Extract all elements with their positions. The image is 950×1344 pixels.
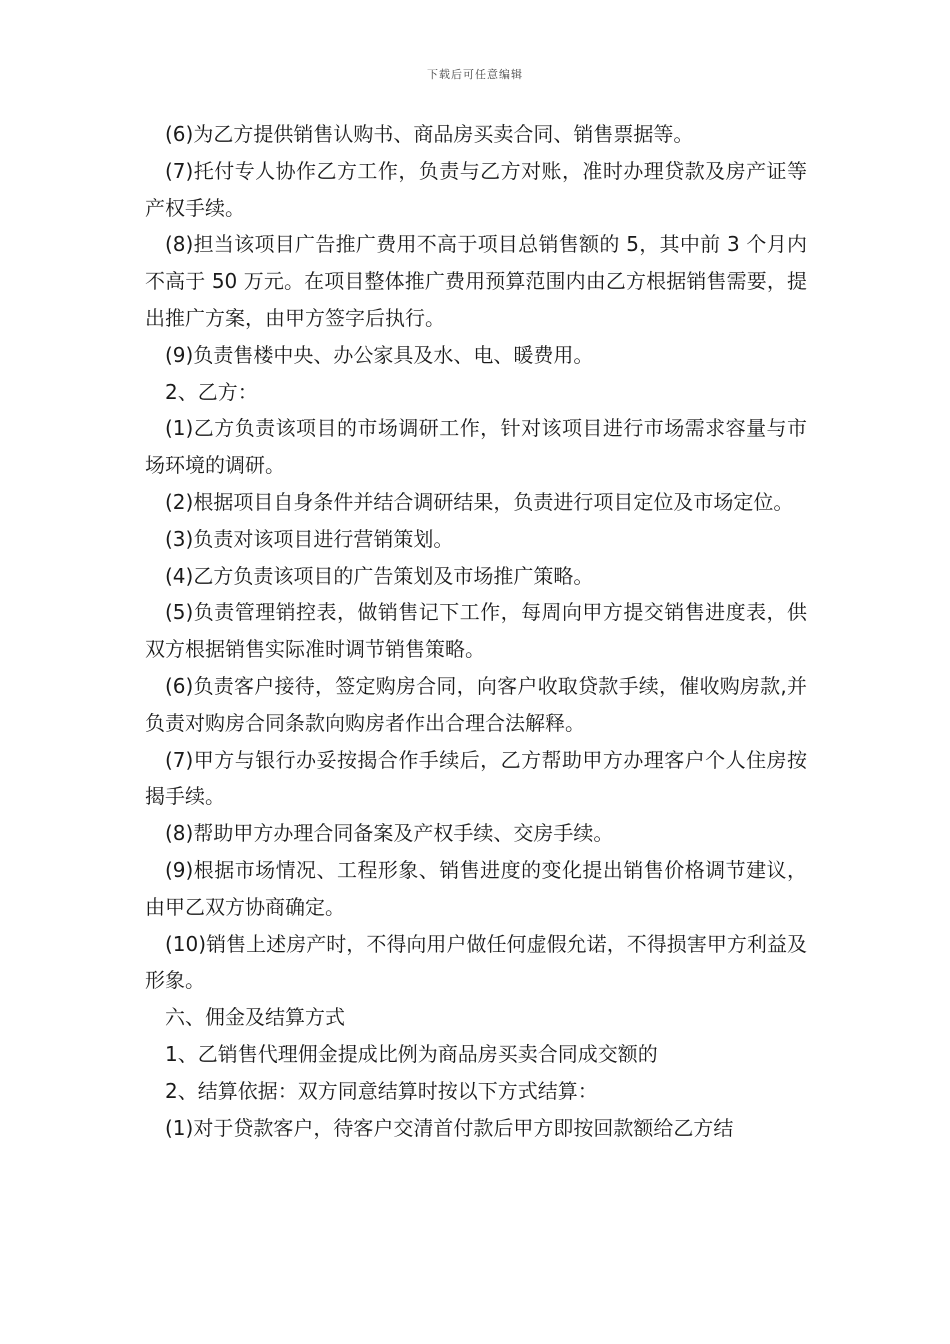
page-header-note: 下载后可任意编辑 — [427, 68, 523, 81]
paragraph-b5: (5)负责管理销控表，做销售记下工作，每周向甲方提交销售进度表，供双方根据销售实际准时调节销售策略。 — [145, 600, 807, 662]
section-heading-party-b: 2、乙方： — [165, 379, 258, 404]
paragraph-b7: (7)甲方与银行办妥按揭合作手续后，乙方帮助甲方办理客户个人住房按揭手续。 — [145, 747, 807, 809]
paragraph-b10: (10)销售上述房产时，不得向用户做任何虚假允诺，不得损害甲方利益及形象。 — [145, 931, 807, 993]
paragraph-commission-1: 1、乙销售代理佣金提成比例为商品房买卖合同成交额的 — [165, 1041, 658, 1066]
paragraph-settlement-1: (1)对于贷款客户，待客户交清首付款后甲方即按回款额给乙方结 — [165, 1115, 734, 1140]
paragraph-b6: (6)负责客户接待，签定购房合同，向客户收取贷款手续，催收购房款,并负责对购房合同条款向购房者作出合理合法解释。 — [145, 673, 807, 735]
paragraph-a7: (7)托付专人协作乙方工作，负责与乙方对账，准时办理贷款及房产证等产权手续。 — [145, 158, 807, 220]
paragraph-b3: (3)负责对该项目进行营销策划。 — [165, 526, 454, 551]
paragraph-b8: (8)帮助甲方办理合同备案及产权手续、交房手续。 — [165, 821, 614, 846]
document-body — [145, 116, 807, 1146]
paragraph-b9: (9)根据市场情况、工程形象、销售进度的变化提出销售价格调节建议，由甲乙双方协商确定。 — [145, 857, 807, 919]
paragraph-commission-2: 2、结算依据：双方同意结算时按以下方式结算： — [165, 1078, 598, 1103]
paragraph-a8: (8)担当该项目广告推广费用不高于项目总销售额的 5，其中前 3 个月内不高于 50 万元。在项目整体推广费用预算范围内由乙方根据销售需要，提出推广方案，由甲方签字后执行。 — [145, 232, 807, 330]
section-heading-commission: 六、佣金及结算方式 — [165, 1005, 345, 1030]
paragraph-b4: (4)乙方负责该项目的广告策划及市场推广策略。 — [165, 563, 594, 588]
paragraph-a6: (6)为乙方提供销售认购书、商品房买卖合同、销售票据等。 — [165, 122, 694, 146]
paragraph-a9: (9)负责售楼中央、办公家具及水、电、暖费用。 — [165, 342, 594, 367]
paragraph-b2: (2)根据项目自身条件并结合调研结果，负责进行项目定位及市场定位。 — [165, 489, 794, 514]
paragraph-b1: (1)乙方负责该项目的市场调研工作，针对该项目进行市场需求容量与市场环境的调研。 — [145, 416, 807, 478]
